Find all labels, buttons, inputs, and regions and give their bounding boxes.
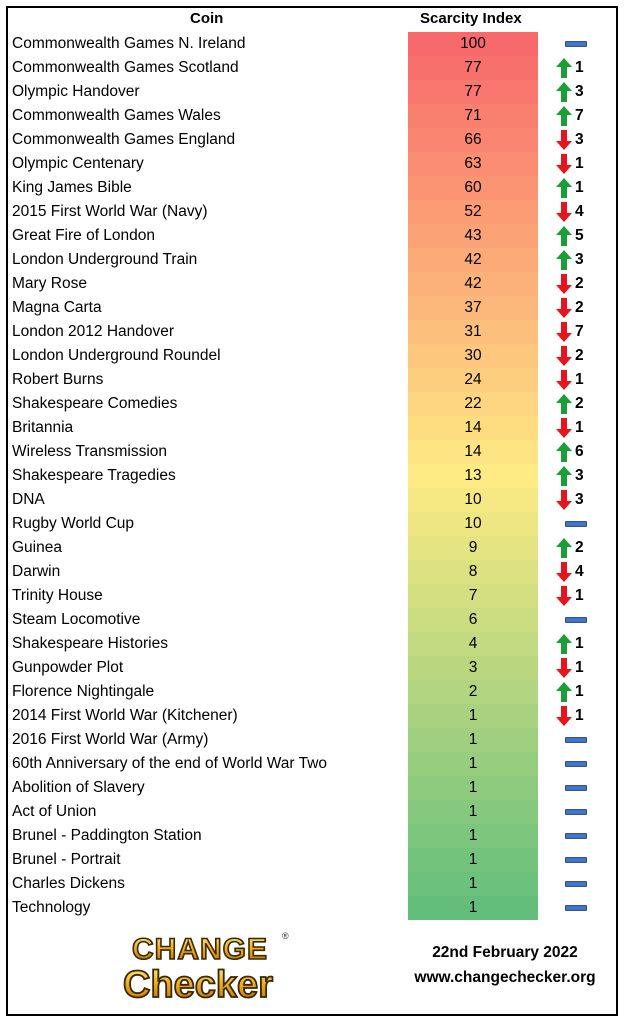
- table-row: [0, 848, 628, 872]
- no-change-dash-icon: [565, 41, 587, 47]
- change-amount: 4: [575, 203, 584, 220]
- change-indicator: [556, 872, 606, 896]
- table-row: [0, 752, 628, 776]
- change-amount: 2: [575, 395, 584, 412]
- change-amount: 3: [575, 467, 584, 484]
- coin-name: DNA: [12, 491, 45, 508]
- change-amount: 7: [575, 323, 584, 340]
- scarcity-index-cell: 1: [408, 848, 538, 872]
- coin-name: London Underground Train: [12, 251, 198, 268]
- coin-name: 60th Anniversary of the end of World War Two: [12, 755, 328, 772]
- down-arrow-icon: [556, 130, 572, 150]
- no-change-dash-icon: [565, 857, 587, 863]
- table-row: [0, 776, 628, 800]
- up-arrow-icon: [556, 538, 572, 558]
- scarcity-index-cell: 66: [408, 128, 538, 152]
- change-indicator: [556, 248, 606, 272]
- change-amount: 1: [575, 419, 584, 436]
- coin-name: Abolition of Slavery: [12, 779, 145, 796]
- change-indicator: [556, 56, 606, 80]
- table-row: [0, 536, 628, 560]
- coin-name: Commonwealth Games Scotland: [12, 59, 239, 76]
- coin-name: 2014 First World War (Kitchener): [12, 707, 238, 724]
- scarcity-index-cell: 2: [408, 680, 538, 704]
- no-change-dash-icon: [565, 737, 587, 743]
- scarcity-index-cell: 1: [408, 704, 538, 728]
- no-change-dash-icon: [565, 785, 587, 791]
- scarcity-index-cell: 3: [408, 656, 538, 680]
- logo-text-bottom: Checker: [123, 964, 273, 1005]
- change-amount: 1: [575, 635, 584, 652]
- change-amount: 3: [575, 251, 584, 268]
- up-arrow-icon: [556, 178, 572, 198]
- coin-name: King James Bible: [12, 179, 132, 196]
- scarcity-index-cell: 24: [408, 368, 538, 392]
- change-indicator: [556, 416, 606, 440]
- scarcity-index-cell: 4: [408, 632, 538, 656]
- website-link[interactable]: www.changechecker.org: [414, 969, 596, 986]
- table-row: [0, 200, 628, 224]
- change-amount: 4: [575, 563, 584, 580]
- scarcity-index-cell: 60: [408, 176, 538, 200]
- scarcity-index-cell: 10: [408, 488, 538, 512]
- change-amount: 1: [575, 587, 584, 604]
- change-amount: 1: [575, 707, 584, 724]
- change-amount: 1: [575, 179, 584, 196]
- change-indicator: [556, 560, 606, 584]
- change-checker-logo: [88, 925, 308, 1005]
- coin-name: Shakespeare Comedies: [12, 395, 178, 412]
- table-row: [0, 896, 628, 920]
- change-indicator: [556, 176, 606, 200]
- scarcity-index-cell: 77: [408, 56, 538, 80]
- change-indicator: [556, 80, 606, 104]
- change-indicator: [556, 800, 606, 824]
- scarcity-index-cell: 7: [408, 584, 538, 608]
- down-arrow-icon: [556, 706, 572, 726]
- up-arrow-icon: [556, 106, 572, 126]
- table-row: [0, 728, 628, 752]
- change-amount: 3: [575, 131, 584, 148]
- table-row: [0, 656, 628, 680]
- change-indicator: [556, 536, 606, 560]
- change-indicator: [556, 896, 606, 920]
- table-row: [0, 248, 628, 272]
- table-row: [0, 800, 628, 824]
- change-indicator: [556, 608, 606, 632]
- down-arrow-icon: [556, 346, 572, 366]
- scarcity-index-cell: 14: [408, 440, 538, 464]
- down-arrow-icon: [556, 154, 572, 174]
- down-arrow-icon: [556, 490, 572, 510]
- change-amount: 2: [575, 299, 584, 316]
- change-indicator: [556, 488, 606, 512]
- coin-name: Robert Burns: [12, 371, 104, 388]
- scarcity-index-cell: 1: [408, 728, 538, 752]
- table-row: [0, 56, 628, 80]
- change-amount: 3: [575, 491, 584, 508]
- table-row: [0, 80, 628, 104]
- change-amount: 3: [575, 83, 584, 100]
- change-indicator: [556, 824, 606, 848]
- change-indicator: [556, 104, 606, 128]
- coin-name: Trinity House: [12, 587, 103, 604]
- coin-name: Shakespeare Tragedies: [12, 467, 176, 484]
- table-row: [0, 440, 628, 464]
- coin-name: Darwin: [12, 563, 61, 580]
- coin-name: Great Fire of London: [12, 227, 156, 244]
- coin-name: Steam Locomotive: [12, 611, 141, 628]
- table-row: [0, 344, 628, 368]
- change-indicator: [556, 200, 606, 224]
- scarcity-index-cell: 1: [408, 776, 538, 800]
- coin-name: Olympic Handover: [12, 83, 140, 100]
- change-amount: 1: [575, 59, 584, 76]
- coin-name: Commonwealth Games England: [12, 131, 236, 148]
- scarcity-index-cell: 77: [408, 80, 538, 104]
- change-indicator: [556, 680, 606, 704]
- change-indicator: [556, 632, 606, 656]
- table-row: [0, 392, 628, 416]
- change-indicator: [556, 752, 606, 776]
- scarcity-index-cell: 14: [408, 416, 538, 440]
- coin-name: Florence Nightingale: [12, 683, 155, 700]
- table-row: [0, 824, 628, 848]
- coin-name: Commonwealth Games Wales: [12, 107, 221, 124]
- change-indicator: [556, 440, 606, 464]
- table-row: [0, 584, 628, 608]
- change-indicator: [556, 224, 606, 248]
- change-amount: 2: [575, 539, 584, 556]
- table-row: [0, 488, 628, 512]
- scarcity-index-cell: 13: [408, 464, 538, 488]
- change-amount: 2: [575, 347, 584, 364]
- change-indicator: [556, 728, 606, 752]
- coin-name: Brunel - Paddington Station: [12, 827, 202, 844]
- table-row: [0, 872, 628, 896]
- scarcity-index-cell: 31: [408, 320, 538, 344]
- up-arrow-icon: [556, 442, 572, 462]
- table-row: [0, 272, 628, 296]
- no-change-dash-icon: [565, 521, 587, 527]
- change-amount: 5: [575, 227, 584, 244]
- up-arrow-icon: [556, 394, 572, 414]
- down-arrow-icon: [556, 586, 572, 606]
- no-change-dash-icon: [565, 809, 587, 815]
- table-row: [0, 632, 628, 656]
- change-indicator: [556, 152, 606, 176]
- report-date: 22nd February 2022: [432, 944, 578, 961]
- down-arrow-icon: [556, 658, 572, 678]
- down-arrow-icon: [556, 298, 572, 318]
- change-indicator: [556, 392, 606, 416]
- table-row: [0, 464, 628, 488]
- table-row: [0, 512, 628, 536]
- no-change-dash-icon: [565, 833, 587, 839]
- coin-name: Commonwealth Games N. Ireland: [12, 35, 246, 52]
- scarcity-index-cell: 63: [408, 152, 538, 176]
- scarcity-index-cell: 10: [408, 512, 538, 536]
- table-row: [0, 560, 628, 584]
- scarcity-index-cell: 42: [408, 248, 538, 272]
- change-amount: 1: [575, 371, 584, 388]
- coin-name: Act of Union: [12, 803, 97, 820]
- change-indicator: [556, 776, 606, 800]
- up-arrow-icon: [556, 682, 572, 702]
- no-change-dash-icon: [565, 761, 587, 767]
- change-indicator: [556, 464, 606, 488]
- coin-name: Rugby World Cup: [12, 515, 135, 532]
- down-arrow-icon: [556, 322, 572, 342]
- change-indicator: [556, 584, 606, 608]
- table-row: [0, 224, 628, 248]
- coin-name: 2016 First World War (Army): [12, 731, 209, 748]
- change-indicator: [556, 656, 606, 680]
- table-row: [0, 320, 628, 344]
- change-indicator: [556, 272, 606, 296]
- up-arrow-icon: [556, 226, 572, 246]
- coin-name: Technology: [12, 899, 91, 916]
- column-header-scarcity-index: Scarcity Index: [420, 10, 522, 27]
- scarcity-index-cell: 9: [408, 536, 538, 560]
- scarcity-index-cell: 1: [408, 824, 538, 848]
- table-row: [0, 368, 628, 392]
- change-indicator: [556, 344, 606, 368]
- change-indicator: [556, 32, 606, 56]
- coin-name: Britannia: [12, 419, 74, 436]
- no-change-dash-icon: [565, 881, 587, 887]
- coin-name: Olympic Centenary: [12, 155, 144, 172]
- no-change-dash-icon: [565, 617, 587, 623]
- scarcity-index-cell: 22: [408, 392, 538, 416]
- up-arrow-icon: [556, 466, 572, 486]
- table-row: [0, 32, 628, 56]
- coin-name: Gunpowder Plot: [12, 659, 124, 676]
- scarcity-index-cell: 8: [408, 560, 538, 584]
- up-arrow-icon: [556, 250, 572, 270]
- down-arrow-icon: [556, 202, 572, 222]
- table-row: [0, 152, 628, 176]
- column-header-coin: Coin: [190, 10, 224, 27]
- change-indicator: [556, 128, 606, 152]
- down-arrow-icon: [556, 274, 572, 294]
- down-arrow-icon: [556, 370, 572, 390]
- scarcity-index-cell: 1: [408, 872, 538, 896]
- change-indicator: [556, 368, 606, 392]
- scarcity-index-cell: 52: [408, 200, 538, 224]
- coin-name: Brunel - Portrait: [12, 851, 121, 868]
- change-amount: 7: [575, 107, 584, 124]
- change-amount: 1: [575, 659, 584, 676]
- table-row: [0, 416, 628, 440]
- down-arrow-icon: [556, 562, 572, 582]
- up-arrow-icon: [556, 58, 572, 78]
- change-amount: 2: [575, 275, 584, 292]
- change-indicator: [556, 848, 606, 872]
- table-row: [0, 608, 628, 632]
- scarcity-index-cell: 1: [408, 800, 538, 824]
- no-change-dash-icon: [565, 905, 587, 911]
- table-row: [0, 704, 628, 728]
- scarcity-index-cell: 30: [408, 344, 538, 368]
- table-row: [0, 680, 628, 704]
- table-row: [0, 128, 628, 152]
- scarcity-index-cell: 6: [408, 608, 538, 632]
- up-arrow-icon: [556, 634, 572, 654]
- change-amount: 6: [575, 443, 584, 460]
- scarcity-index-cell: 71: [408, 104, 538, 128]
- scarcity-index-cell: 1: [408, 752, 538, 776]
- registered-mark: ®: [282, 931, 289, 941]
- table-row: [0, 104, 628, 128]
- scarcity-index-cell: 100: [408, 32, 538, 56]
- coin-name: Shakespeare Histories: [12, 635, 168, 652]
- coin-name: Wireless Transmission: [12, 443, 168, 460]
- coin-name: 2015 First World War (Navy): [12, 203, 208, 220]
- up-arrow-icon: [556, 82, 572, 102]
- coin-name: Mary Rose: [12, 275, 87, 292]
- change-indicator: [556, 704, 606, 728]
- scarcity-index-cell: 1: [408, 896, 538, 920]
- change-amount: 1: [575, 683, 584, 700]
- table-row: [0, 296, 628, 320]
- coin-name: London 2012 Handover: [12, 323, 175, 340]
- coin-name: London Underground Roundel: [12, 347, 221, 364]
- logo-text-top: CHANGE: [131, 933, 269, 966]
- table-row: [0, 176, 628, 200]
- down-arrow-icon: [556, 418, 572, 438]
- change-indicator: [556, 320, 606, 344]
- scarcity-index-cell: 43: [408, 224, 538, 248]
- coin-name: Guinea: [12, 539, 62, 556]
- change-amount: 1: [575, 155, 584, 172]
- scarcity-index-cell: 42: [408, 272, 538, 296]
- coin-name: Charles Dickens: [12, 875, 125, 892]
- change-indicator: [556, 296, 606, 320]
- scarcity-index-cell: 37: [408, 296, 538, 320]
- coin-name: Magna Carta: [12, 299, 102, 316]
- change-indicator: [556, 512, 606, 536]
